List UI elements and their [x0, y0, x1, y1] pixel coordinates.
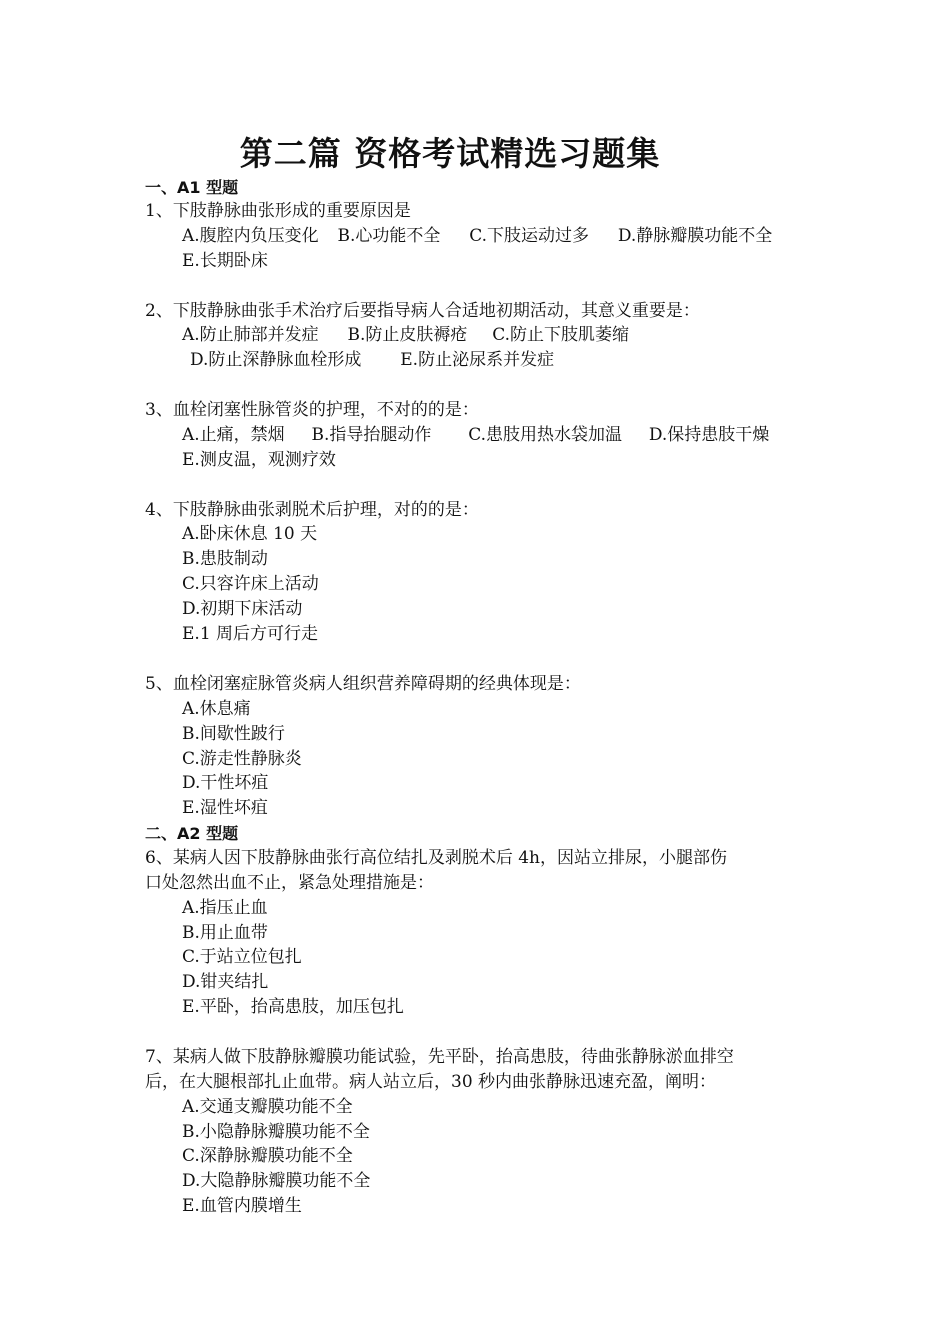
question-1-option-c: C.下肢运动过多	[469, 226, 590, 246]
question-4-option-a: A.卧床休息 10 天	[182, 524, 318, 544]
question-5-option-b: B.间歇性跛行	[182, 724, 285, 744]
question-3-option-c: C.患肢用热水袋加温	[468, 425, 623, 445]
question-3-option-e: E.测皮温，观测疗效	[182, 450, 336, 470]
question-5-option-a: A.休息痛	[182, 699, 251, 719]
question-2-option-a: A.防止肺部并发症	[182, 325, 319, 345]
question-2-option-c: C.防止下肢肌萎缩	[492, 325, 630, 345]
question-5-stem: 5、血栓闭塞症脉管炎病人组织营养障碍期的经典体现是：	[145, 674, 581, 694]
question-5-option-c: C.游走性静脉炎	[182, 749, 302, 769]
question-6-option-c: C.于站立位包扎	[182, 947, 302, 967]
question-3-options-row	[182, 423, 769, 447]
question-1-stem: 1、下肢静脉曲张形成的重要原因是	[145, 201, 411, 221]
question-2-option-e: E.防止泌尿系并发症	[400, 350, 555, 370]
question-5-option-d: D.干性坏疽	[182, 773, 269, 793]
question-7-stem-line2: 后，在大腿根部扎止血带。病人站立后，30 秒内曲张静脉迅速充盈，阐明：	[145, 1072, 717, 1092]
question-2-options-row1	[182, 323, 629, 347]
question-3-option-b: B.指导抬腿动作	[311, 425, 432, 445]
page-title: 第二篇 资格考试精选习题集	[239, 134, 661, 173]
question-1-option-e: E.长期卧床	[182, 251, 268, 271]
question-2-option-b: B.防止皮肤褥疮	[347, 325, 468, 345]
question-4-option-c: C.只容许床上活动	[182, 574, 319, 594]
question-2-stem: 2、下肢静脉曲张手术治疗后要指导病人合适地初期活动，其意义重要是：	[145, 301, 700, 321]
question-7-option-d: D.大隐静脉瓣膜功能不全	[182, 1171, 371, 1191]
question-6-stem-line1: 6、某病人因下肢静脉曲张行高位结扎及剥脱术后 4h，因站立排尿，小腿部伤	[145, 848, 727, 868]
question-2-option-d: D.防止深静脉血栓形成	[190, 350, 362, 370]
question-7-option-b: B.小隐静脉瓣膜功能不全	[182, 1122, 370, 1142]
question-1-option-d: D.静脉瓣膜功能不全	[617, 226, 773, 246]
question-6-option-a: A.指压止血	[182, 898, 268, 918]
question-4-option-b: B.患肢制动	[182, 549, 268, 569]
question-7-option-e: E.血管内膜增生	[182, 1196, 302, 1216]
question-4-option-e: E.1 周后方可行走	[182, 624, 319, 644]
question-1-options-row	[182, 224, 772, 248]
question-5-option-e: E.湿性坏疽	[182, 798, 268, 818]
question-1-option-a: A.腹腔内负压变化	[182, 226, 319, 246]
question-1-option-b: B.心功能不全	[337, 226, 441, 246]
section-heading-a1: 一、A1 型题	[145, 178, 239, 197]
question-6-option-d: D.钳夹结扎	[182, 972, 269, 992]
question-3-option-a: A.止痛，禁烟	[182, 425, 285, 445]
question-3-stem: 3、血栓闭塞性脉管炎的护理，不对的的是：	[145, 400, 479, 420]
question-4-stem: 4、下肢静脉曲张剥脱术后护理，对的的是：	[145, 500, 479, 520]
question-4-option-d: D.初期下床活动	[182, 599, 303, 619]
question-3-option-d: D.保持患肢干燥	[648, 425, 770, 445]
question-2-options-row2	[190, 348, 554, 372]
question-6-stem-line2: 口处忽然出血不止，紧急处理措施是：	[145, 873, 434, 893]
question-7-option-a: A.交通支瓣膜功能不全	[182, 1097, 353, 1117]
section-heading-a2: 二、A2 型题	[145, 824, 239, 843]
question-6-option-e: E.平卧，抬高患肢，加压包扎	[182, 997, 404, 1017]
question-6-option-b: B.用止血带	[182, 923, 268, 943]
question-7-stem-line1: 7、某病人做下肢静脉瓣膜功能试验，先平卧，抬高患肢，待曲张静脉淤血排空	[145, 1047, 734, 1067]
question-7-option-c: C.深静脉瓣膜功能不全	[182, 1146, 353, 1166]
